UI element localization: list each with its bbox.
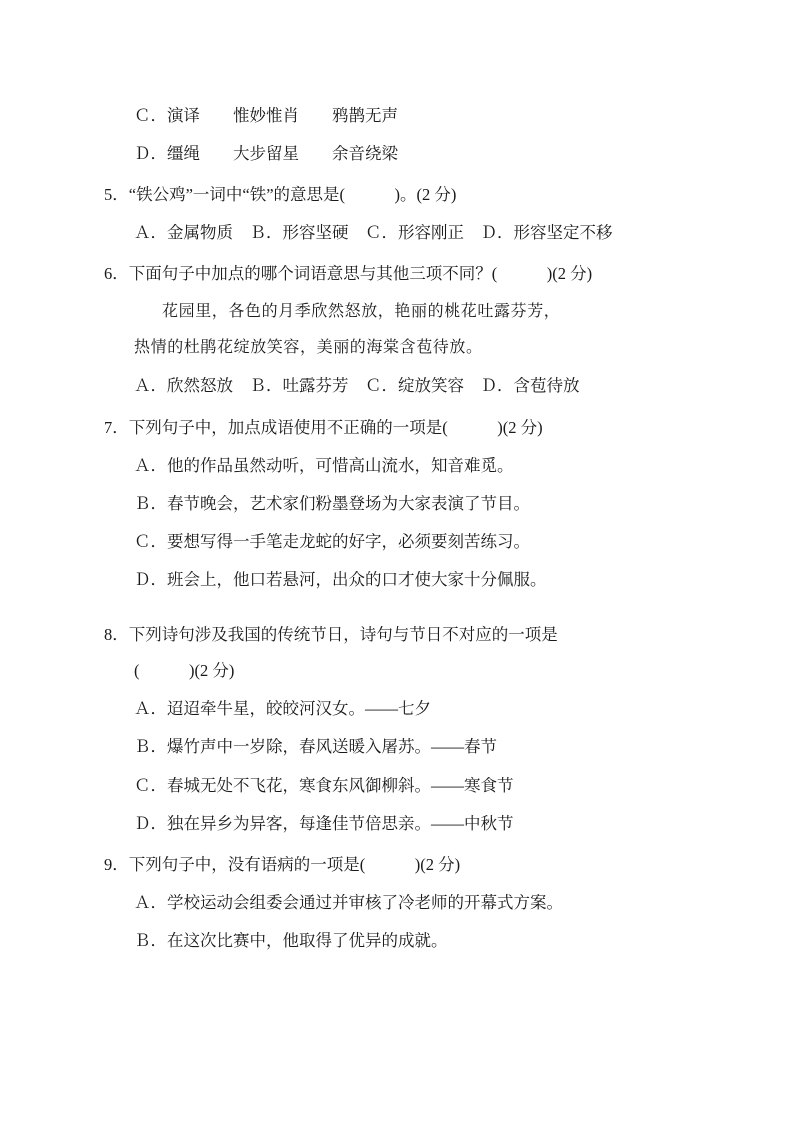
- question-8-option-a: Ａ．迢迢牵牛星，皎皎河汉女。——七夕: [134, 699, 431, 719]
- question-7-option-d: Ｄ．班会上，他口若悬河，出众的口才使大家十分佩服。: [134, 570, 547, 590]
- option-d-q4: Ｄ．缰绳 大步留星 余音绕梁: [134, 144, 398, 164]
- question-6-options: Ａ．欣然怒放 Ｂ．吐露芬芳 Ｃ．绽放笑容 Ｄ．含苞待放: [134, 376, 580, 396]
- option-c-q4: Ｃ．演译 惟妙惟肖 鸦鹊无声: [134, 106, 398, 125]
- question-8-option-c: Ｃ．春城无处不飞花，寒食东风御柳斜。——寒食节: [134, 775, 514, 795]
- question-6-passage-line2: 热情的杜鹃花绽放笑容，美丽的海棠含苞待放。: [134, 339, 483, 357]
- question-9-option-b: Ｂ．在这次比赛中，他取得了优异的成就。: [134, 931, 448, 951]
- question-8-option-d: Ｄ．独在异乡为异客，每逢佳节倍思亲。——中秋节: [134, 813, 514, 833]
- question-7-option-a: Ａ．他的作品虽然动听，可惜高山流水，知音难觅。: [134, 455, 514, 475]
- document-content: [104, 105, 689, 951]
- section-spacer: [104, 590, 689, 604]
- question-5-options: Ａ．金属物质 Ｂ．形容坚硬 Ｃ．形容刚正 Ｄ．形容坚定不移: [134, 223, 613, 243]
- question-6-passage-line1: 花园里，各色的月季欣然怒放，艳丽的桃花吐露芬芳，: [162, 302, 561, 320]
- question-7-option-b: Ｂ．春节晚会，艺术家们粉墨登场为大家表演了节目。: [134, 493, 530, 513]
- question-9-option-a: Ａ．学校运动会组委会通过并审核了冷老师的开幕式方案。: [134, 892, 563, 912]
- question-9: 9．下列句子中，没有语病的一项是( )(2 分): [104, 854, 461, 874]
- question-8-option-b: Ｂ．爆竹声中一岁除，春风送暖入屠苏。——春节: [134, 737, 497, 757]
- question-8: 8．下列诗句涉及我国的传统节日，诗句与节日不对应的一项是: [104, 625, 558, 645]
- question-7-option-c: Ｃ．要想写得一手笔走龙蛇的好字，必须要刻苦练习。: [134, 531, 530, 551]
- question-7: 7．下列句子中，加点成语使用不正确的一项是( )(2 分): [104, 417, 543, 437]
- question-5: 5．“铁公鸡”一词中“铁”的意思是( )。(2 分): [104, 185, 457, 205]
- question-8-continued: ( )(2 分): [134, 661, 235, 681]
- question-6: 6．下面句子中加点的哪个词语意思与其他三项不同？( )(2 分): [104, 264, 593, 284]
